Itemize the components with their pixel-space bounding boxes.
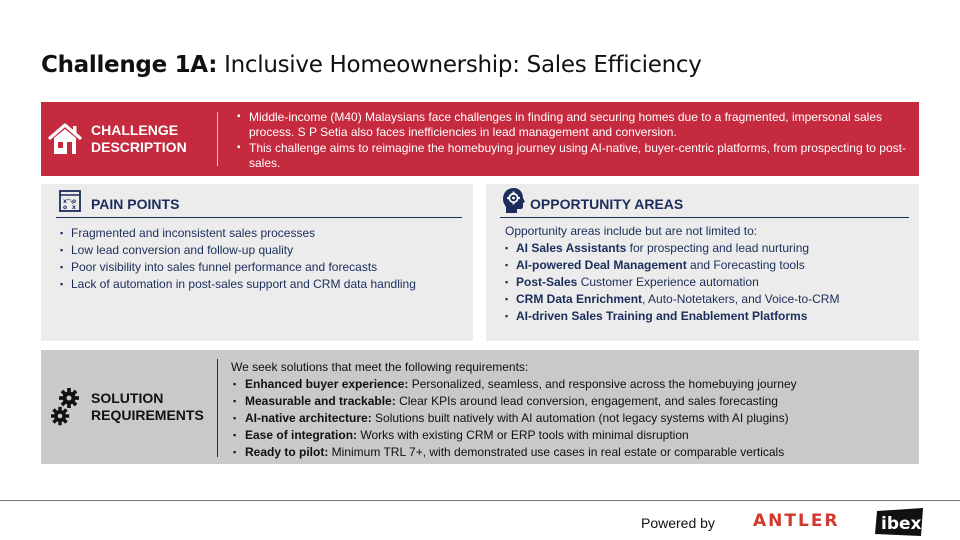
solution-label: SOLUTION REQUIREMENTS [91, 390, 204, 423]
svg-text:x: x [72, 204, 76, 211]
list-item: ▪ Ease of integration: Works with existing CRM or ERP tools with minimal disruption [233, 427, 797, 444]
svg-text:o: o [72, 198, 77, 205]
page-title [41, 52, 702, 78]
pain-points-heading: PAIN POINTS [91, 196, 180, 212]
opportunity-rule [500, 217, 909, 218]
footer-divider [0, 500, 960, 501]
solution-list [233, 376, 797, 461]
list-item: ▪ Poor visibility into sales funnel performance and forecasts [60, 259, 460, 276]
list-item: ▪ Enhanced buyer experience: Personalized, seamless, and responsive across the homebuying journey [233, 376, 797, 393]
list-item: ▪ Lack of automation in post-sales support and CRM data handling [60, 276, 460, 293]
opportunity-intro: Opportunity areas include but are not limited to: [505, 224, 758, 238]
list-item: ▪ Post-Sales Customer Experience automation [505, 274, 910, 291]
solution-intro: We seek solutions that meet the following requirements: [231, 360, 529, 374]
svg-text:o: o [63, 204, 68, 211]
challenge-label: CHALLENGE DESCRIPTION [91, 122, 187, 155]
list-item: ▪ This challenge aims to reimagine the homebuying journey using AI-native, buyer-centric platforms, from prospecting to post-sales. [237, 141, 907, 170]
challenge-divider [217, 112, 218, 166]
gears-icon [51, 388, 79, 428]
house-icon [48, 121, 82, 157]
list-item: ▪ Low lead conversion and follow-up quality [60, 242, 460, 259]
svg-text:x: x [63, 198, 67, 205]
antler-logo: ANTLER [753, 511, 840, 531]
solution-divider [217, 359, 218, 457]
list-item: ▪ AI-driven Sales Training and Enablement Platforms [505, 308, 910, 325]
pain-points-panel [41, 184, 473, 341]
strategy-board-icon [58, 189, 82, 213]
challenge-description-band [41, 102, 919, 176]
ibex-logo [873, 507, 925, 537]
list-item: ▪ AI-native architecture: Solutions built natively with AI automation (not legacy systems with AI plugins) [233, 410, 797, 427]
svg-text:ibex: ibex [881, 514, 922, 534]
list-item: ▪ Measurable and trackable: Clear KPIs around lead conversion, engagement, and sales forecasting [233, 393, 797, 410]
pain-points-rule [56, 217, 462, 218]
opportunity-areas-panel [486, 184, 919, 341]
challenge-list [237, 110, 907, 172]
list-item: ▪ CRM Data Enrichment, Auto-Notetakers, and Voice-to-CRM [505, 291, 910, 308]
list-item: ▪ AI-powered Deal Management and Forecasting tools [505, 257, 910, 274]
title-text: Inclusive Homeownership: Sales Efficiency [217, 52, 702, 78]
pain-points-list [60, 225, 460, 293]
powered-by-text: Powered by [641, 515, 715, 531]
opportunity-heading: OPPORTUNITY AREAS [530, 196, 684, 212]
list-item: ▪ Ready to pilot: Minimum TRL 7+, with demonstrated use cases in real estate or comparable verticals [233, 444, 797, 461]
title-prefix: Challenge 1A: [41, 52, 218, 78]
list-item: ▪ Middle-income (M40) Malaysians face challenges in finding and securing homes due to a fragmented, impersonal sales process. S P Setia also faces inefficiencies in lead management and conversion. [237, 110, 907, 139]
opportunity-list [505, 240, 910, 325]
solution-requirements-band [41, 350, 919, 464]
head-gear-icon [502, 187, 526, 214]
list-item: ▪ AI Sales Assistants for prospecting and lead nurturing [505, 240, 910, 257]
list-item: ▪ Fragmented and inconsistent sales processes [60, 225, 460, 242]
